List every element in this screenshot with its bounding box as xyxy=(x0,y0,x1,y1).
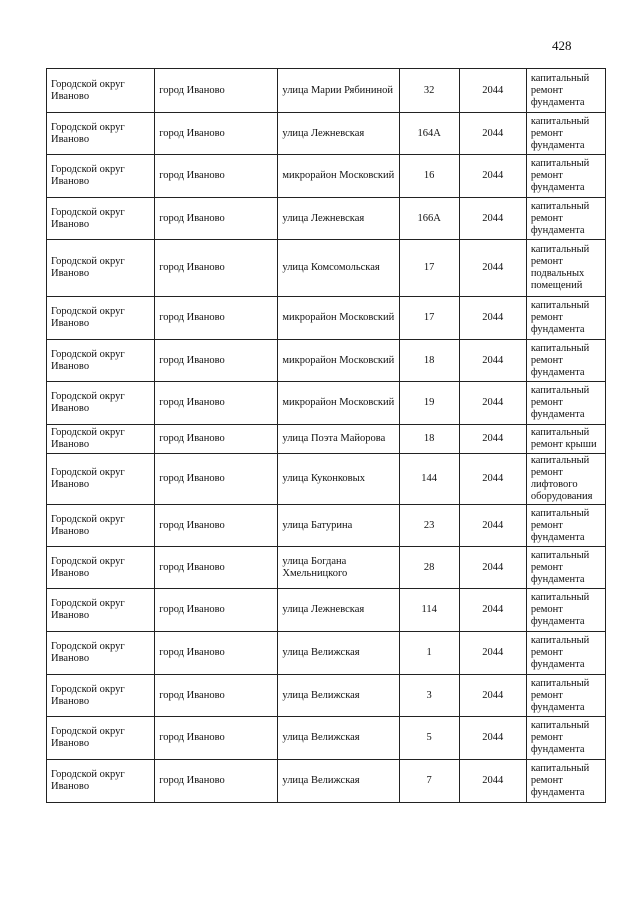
city-cell: город Иваново xyxy=(155,155,278,198)
street-cell: улица Лежневская xyxy=(278,198,399,240)
work-type-cell: капитальный ремонт фундамента xyxy=(526,760,605,803)
house-number-cell: 144 xyxy=(399,454,459,505)
street-cell: улица Лежневская xyxy=(278,113,399,155)
registry-table-body xyxy=(47,69,606,803)
year-cell: 2044 xyxy=(459,717,526,760)
district-cell: Городской округ Иваново xyxy=(47,198,155,240)
district-cell: Городской округ Иваново xyxy=(47,425,155,454)
district-cell: Городской округ Иваново xyxy=(47,340,155,382)
table-row xyxy=(47,340,606,382)
year-cell: 2044 xyxy=(459,454,526,505)
table-row xyxy=(47,632,606,675)
registry-table xyxy=(46,68,606,803)
work-type-cell: капитальный ремонт фундамента xyxy=(526,505,605,547)
work-type-cell: капитальный ремонт фундамента xyxy=(526,69,605,113)
street-cell: улица Поэта Майорова xyxy=(278,425,399,454)
table-row xyxy=(47,113,606,155)
city-cell: город Иваново xyxy=(155,382,278,425)
year-cell: 2044 xyxy=(459,760,526,803)
work-type-cell: капитальный ремонт лифтового оборудования xyxy=(526,454,605,505)
city-cell: город Иваново xyxy=(155,717,278,760)
year-cell: 2044 xyxy=(459,113,526,155)
street-cell: улица Куконковых xyxy=(278,454,399,505)
year-cell: 2044 xyxy=(459,589,526,632)
table-row xyxy=(47,382,606,425)
city-cell: город Иваново xyxy=(155,547,278,589)
street-cell: улица Батурина xyxy=(278,505,399,547)
street-cell: улица Велижская xyxy=(278,632,399,675)
year-cell: 2044 xyxy=(459,425,526,454)
table-row xyxy=(47,297,606,340)
work-type-cell: капитальный ремонт фундамента xyxy=(526,547,605,589)
district-cell: Городской округ Иваново xyxy=(47,717,155,760)
city-cell: город Иваново xyxy=(155,760,278,803)
work-type-cell: капитальный ремонт крыши xyxy=(526,425,605,454)
table-row xyxy=(47,425,606,454)
work-type-cell: капитальный ремонт фундамента xyxy=(526,340,605,382)
work-type-cell: капитальный ремонт фундамента xyxy=(526,113,605,155)
table-row xyxy=(47,454,606,505)
year-cell: 2044 xyxy=(459,155,526,198)
district-cell: Городской округ Иваново xyxy=(47,454,155,505)
city-cell: город Иваново xyxy=(155,69,278,113)
year-cell: 2044 xyxy=(459,297,526,340)
district-cell: Городской округ Иваново xyxy=(47,589,155,632)
district-cell: Городской округ Иваново xyxy=(47,505,155,547)
district-cell: Городской округ Иваново xyxy=(47,297,155,340)
house-number-cell: 7 xyxy=(399,760,459,803)
street-cell: улица Комсомольская xyxy=(278,240,399,297)
street-cell: улица Марии Рябининой xyxy=(278,69,399,113)
work-type-cell: капитальный ремонт фундамента xyxy=(526,717,605,760)
year-cell: 2044 xyxy=(459,632,526,675)
year-cell: 2044 xyxy=(459,198,526,240)
street-cell: микрорайон Московский xyxy=(278,340,399,382)
city-cell: город Иваново xyxy=(155,297,278,340)
table-row xyxy=(47,717,606,760)
street-cell: улица Богдана Хмельницкого xyxy=(278,547,399,589)
city-cell: город Иваново xyxy=(155,589,278,632)
house-number-cell: 32 xyxy=(399,69,459,113)
table-row xyxy=(47,155,606,198)
table-row xyxy=(47,760,606,803)
house-number-cell: 19 xyxy=(399,382,459,425)
street-cell: улица Лежневская xyxy=(278,589,399,632)
city-cell: город Иваново xyxy=(155,240,278,297)
city-cell: город Иваново xyxy=(155,632,278,675)
year-cell: 2044 xyxy=(459,340,526,382)
house-number-cell: 18 xyxy=(399,340,459,382)
house-number-cell: 1 xyxy=(399,632,459,675)
year-cell: 2044 xyxy=(459,505,526,547)
city-cell: город Иваново xyxy=(155,675,278,717)
district-cell: Городской округ Иваново xyxy=(47,382,155,425)
street-cell: микрорайон Московский xyxy=(278,297,399,340)
city-cell: город Иваново xyxy=(155,425,278,454)
district-cell: Городской округ Иваново xyxy=(47,240,155,297)
work-type-cell: капитальный ремонт фундамента xyxy=(526,632,605,675)
table-row xyxy=(47,505,606,547)
table-row xyxy=(47,589,606,632)
table-row xyxy=(47,547,606,589)
work-type-cell: капитальный ремонт фундамента xyxy=(526,382,605,425)
city-cell: город Иваново xyxy=(155,198,278,240)
house-number-cell: 166А xyxy=(399,198,459,240)
city-cell: город Иваново xyxy=(155,505,278,547)
year-cell: 2044 xyxy=(459,69,526,113)
table-row xyxy=(47,240,606,297)
table-row xyxy=(47,198,606,240)
work-type-cell: капитальный ремонт подвальных помещений xyxy=(526,240,605,297)
street-cell: улица Велижская xyxy=(278,760,399,803)
district-cell: Городской округ Иваново xyxy=(47,760,155,803)
house-number-cell: 5 xyxy=(399,717,459,760)
table-row xyxy=(47,69,606,113)
house-number-cell: 164А xyxy=(399,113,459,155)
work-type-cell: капитальный ремонт фундамента xyxy=(526,589,605,632)
year-cell: 2044 xyxy=(459,547,526,589)
year-cell: 2044 xyxy=(459,240,526,297)
house-number-cell: 18 xyxy=(399,425,459,454)
page-number: 428 xyxy=(552,38,572,53)
house-number-cell: 17 xyxy=(399,297,459,340)
street-cell: микрорайон Московский xyxy=(278,155,399,198)
district-cell: Городской округ Иваново xyxy=(47,632,155,675)
district-cell: Городской округ Иваново xyxy=(47,113,155,155)
street-cell: улица Велижская xyxy=(278,675,399,717)
house-number-cell: 28 xyxy=(399,547,459,589)
city-cell: город Иваново xyxy=(155,113,278,155)
house-number-cell: 23 xyxy=(399,505,459,547)
house-number-cell: 16 xyxy=(399,155,459,198)
year-cell: 2044 xyxy=(459,382,526,425)
house-number-cell: 17 xyxy=(399,240,459,297)
work-type-cell: капитальный ремонт фундамента xyxy=(526,155,605,198)
district-cell: Городской округ Иваново xyxy=(47,547,155,589)
street-cell: микрорайон Московский xyxy=(278,382,399,425)
work-type-cell: капитальный ремонт фундамента xyxy=(526,297,605,340)
city-cell: город Иваново xyxy=(155,454,278,505)
district-cell: Городской округ Иваново xyxy=(47,675,155,717)
street-cell: улица Велижская xyxy=(278,717,399,760)
district-cell: Городской округ Иваново xyxy=(47,69,155,113)
year-cell: 2044 xyxy=(459,675,526,717)
house-number-cell: 3 xyxy=(399,675,459,717)
city-cell: город Иваново xyxy=(155,340,278,382)
house-number-cell: 114 xyxy=(399,589,459,632)
table-row xyxy=(47,675,606,717)
district-cell: Городской округ Иваново xyxy=(47,155,155,198)
work-type-cell: капитальный ремонт фундамента xyxy=(526,198,605,240)
work-type-cell: капитальный ремонт фундамента xyxy=(526,675,605,717)
